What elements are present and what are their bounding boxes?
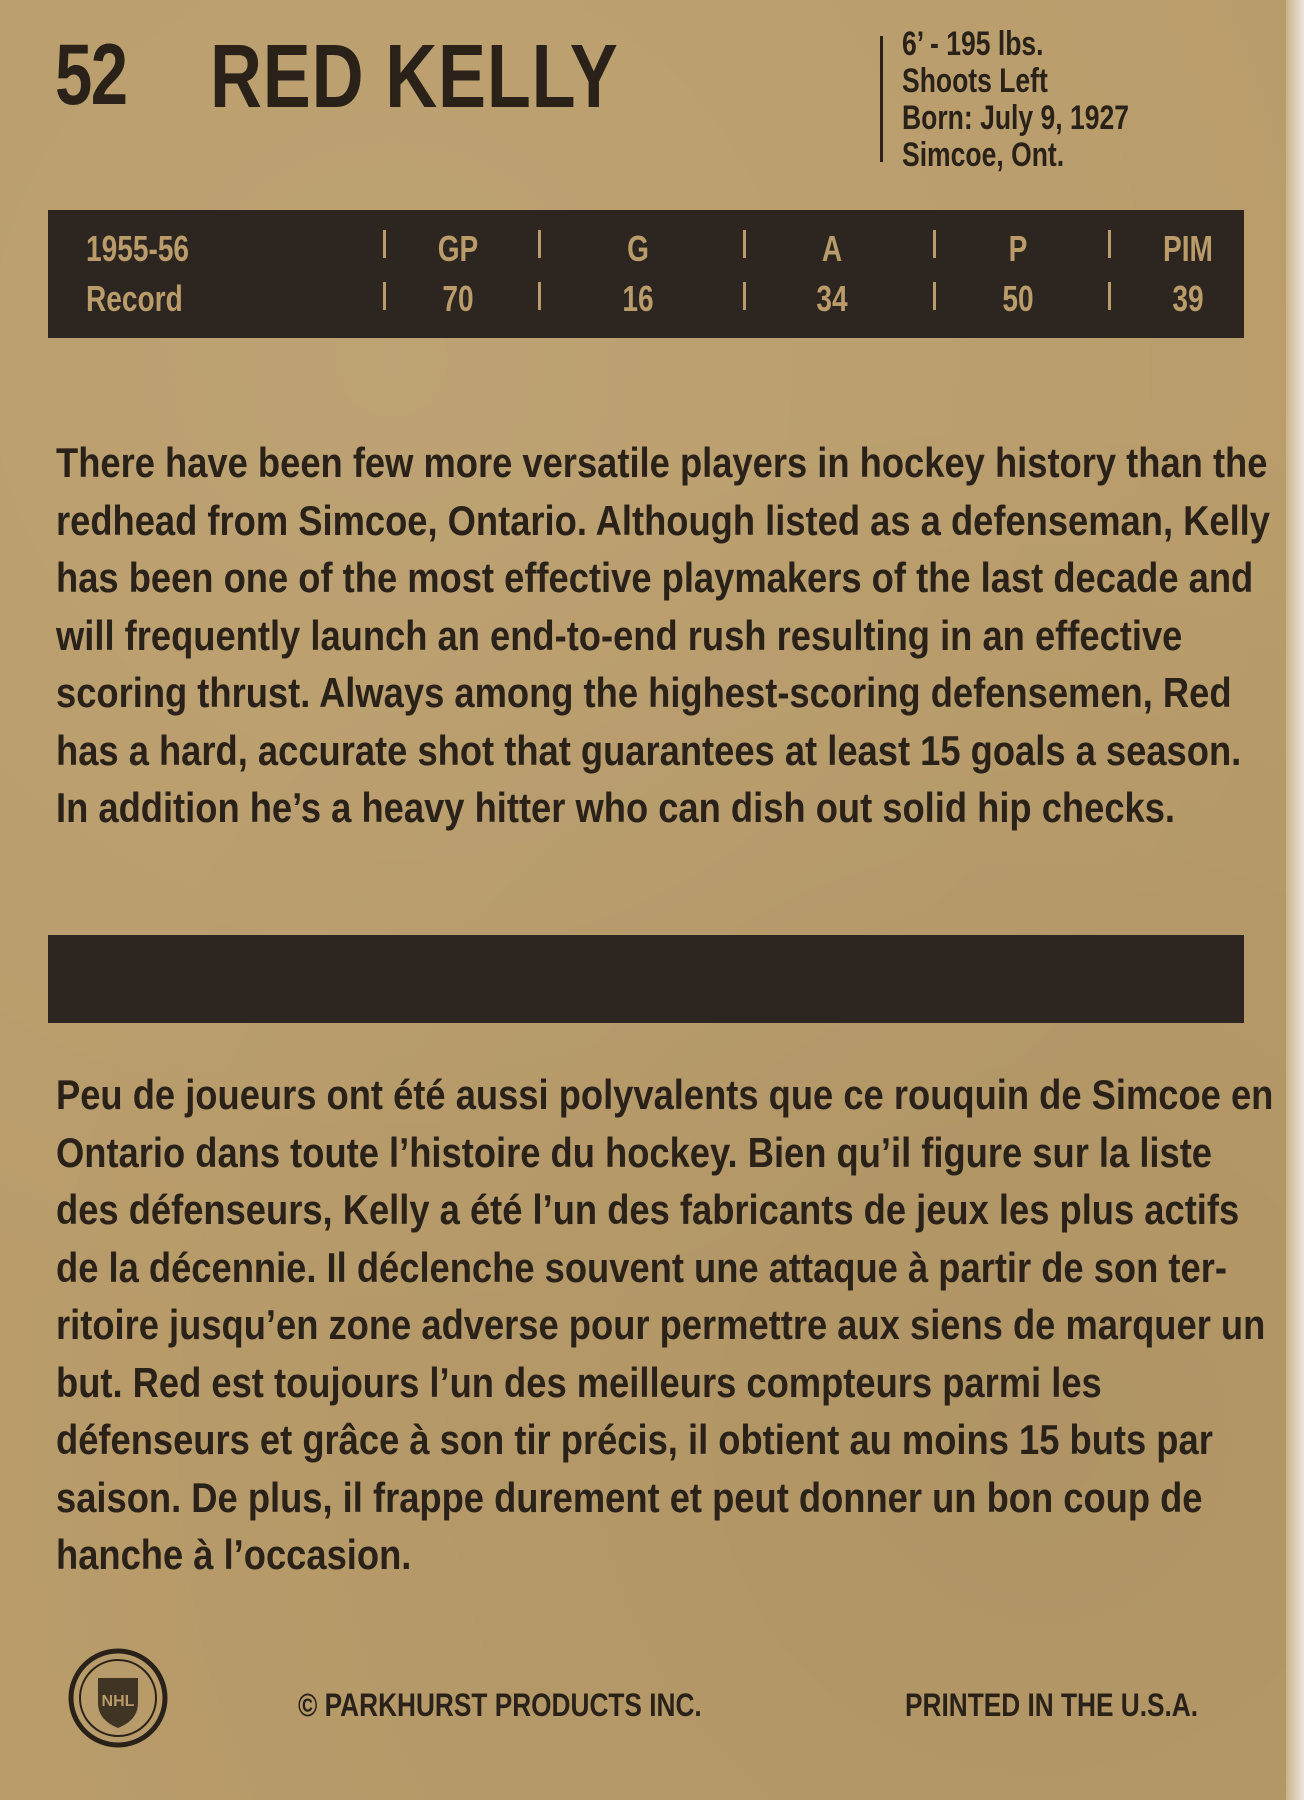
stats-pim-header: PIM — [1163, 228, 1213, 269]
bio-shoots: Shoots Left — [902, 62, 1048, 100]
english-description — [56, 434, 1270, 837]
text-line: has a hard, accurate shot that guarantees at least 15 goals a season. — [56, 726, 1242, 774]
stats-separator — [383, 230, 386, 320]
player-name: RED KELLY — [210, 27, 619, 127]
text-line: ritoire jusqu’en zone adverse pour permettre aux siens de marquer un — [56, 1301, 1266, 1348]
stats-p-header: P — [1008, 228, 1028, 269]
stats-separator — [538, 230, 541, 320]
stats-season — [86, 224, 189, 324]
stats-gp — [411, 224, 505, 324]
stats-gp-value: 70 — [442, 278, 474, 319]
bio-size: 6’ - 195 lbs. — [902, 25, 1044, 63]
stats-season-label: 1955-56 — [86, 228, 190, 269]
stats-pim-value: 39 — [1172, 278, 1204, 319]
card-edge — [1286, 0, 1304, 1800]
text-line: has been one of the most effective playmakers of the last decade and — [56, 554, 1254, 601]
text-line: hanche à l’occasion. — [56, 1531, 412, 1578]
text-line: but. Red est toujours l’un des meilleurs compteurs parmi les — [56, 1358, 1102, 1406]
stats-separator — [743, 230, 746, 320]
text-line: will frequently launch an end-to-end rush resulting in an effective — [56, 611, 1183, 659]
player-number: 52 — [55, 27, 127, 123]
text-line: There have been few more versatile players in hockey history than the — [56, 439, 1268, 486]
copyright-text: © PARKHURST PRODUCTS INC. — [298, 1687, 702, 1723]
nhl-shield-icon — [68, 1648, 168, 1748]
stats-a-header: A — [821, 228, 843, 269]
stats-gp-header: GP — [437, 228, 479, 269]
text-line: redhead from Simcoe, Ontario. Although listed as a defenseman, Kelly — [56, 496, 1270, 544]
bio-hometown: Simcoe, Ont. — [902, 136, 1065, 174]
bio-born: Born: July 9, 1927 — [902, 99, 1129, 137]
stats-band — [48, 210, 1244, 338]
french-description — [56, 1066, 1274, 1584]
text-line: de la décennie. Il déclenche souvent une attaque à partir de son ter- — [56, 1243, 1227, 1291]
stats-record-label: Record — [86, 278, 183, 319]
text-line: In addition he’s a heavy hitter who can dish out solid hip checks. — [56, 784, 1176, 831]
text-line: des défenseurs, Kelly a été l’un des fabricants de jeux les plus actifs — [56, 1186, 1240, 1233]
text-line: Ontario dans toute l’histoire du hockey. Bien qu’il figure sur la liste — [56, 1128, 1213, 1176]
stats-a-value: 34 — [816, 278, 848, 319]
printed-text: PRINTED IN THE U.S.A. — [905, 1687, 1199, 1723]
logo-text: NHL — [101, 1693, 135, 1710]
player-bio — [902, 26, 1129, 174]
text-line: saison. De plus, il frappe durement et peut donner un bon coup de — [56, 1473, 1203, 1521]
stats-g — [591, 224, 685, 324]
divider-band — [48, 935, 1244, 1023]
stats-pim — [1141, 224, 1235, 324]
stats-g-value: 16 — [622, 278, 654, 319]
header-divider — [880, 36, 883, 162]
stats-g-header: G — [627, 228, 649, 269]
stats-separator — [933, 230, 936, 320]
stats-a — [785, 224, 879, 324]
stats-p-value: 50 — [1002, 278, 1034, 319]
stats-separator — [1108, 230, 1111, 320]
text-line: Peu de joueurs ont été aussi polyvalents que ce rouquin de Simcoe en — [56, 1071, 1274, 1118]
text-line: scoring thrust. Always among the highest-scoring defensemen, Red — [56, 669, 1232, 716]
stats-p — [971, 224, 1065, 324]
text-line: défenseurs et grâce à son tir précis, il obtient au moins 15 buts par — [56, 1416, 1213, 1463]
